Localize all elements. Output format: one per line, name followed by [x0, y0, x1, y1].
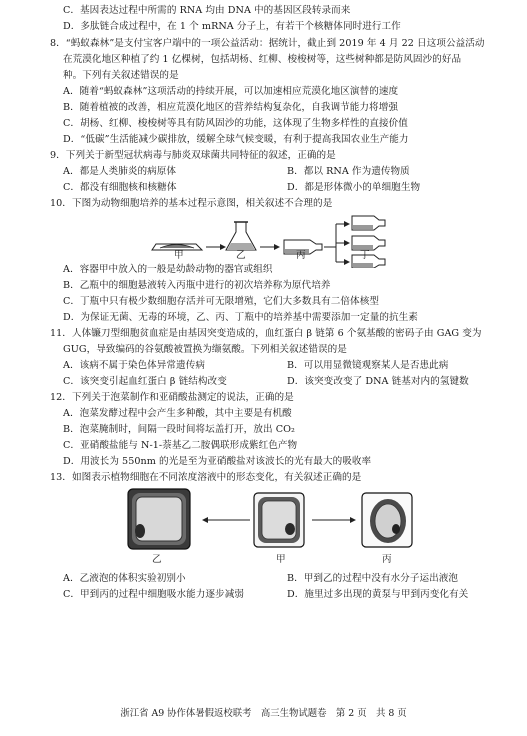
q11-option-b: B．可以用显微镜观察某人是否患此病 — [287, 360, 449, 371]
q11-option-c: C．该突变引起血红蛋白 β 链结构改变 — [63, 376, 227, 387]
q13-stem: 13．如图表示植物细胞在不同浓度溶液中的形态变化，有关叙述正确的是 — [50, 472, 362, 483]
q10-option-a: A．容器甲中放入的一般是幼龄动物的器官或组织 — [63, 264, 273, 275]
fig10-label-yi: 乙 — [236, 250, 246, 261]
q8-stem-line-3: 种。下列有关叙述错误的是 — [63, 70, 179, 81]
q7-option-d: D．多肽链合成过程中，在 1 个 mRNA 分子上，有若干个核糖体同时进行工作 — [63, 21, 401, 32]
plant-cell-diagram — [126, 487, 416, 553]
q9-option-d: D．都是形体微小的单细胞生物 — [287, 182, 421, 193]
q12-option-d: D．用波长为 550nm 的光是至为亚硝酸盐对该波长的光有最大的吸收率 — [63, 456, 372, 467]
flask-yi — [226, 222, 256, 250]
fig10-label-ding: 丁 — [360, 250, 370, 261]
q10-option-b: B．乙瓶中的细胞悬液转入丙瓶中进行的初次培养称为原代培养 — [63, 280, 331, 291]
cell-bing — [362, 493, 412, 547]
q13-option-b: B．甲到乙的过程中没有水分子运出液泡 — [287, 573, 459, 584]
q13-option-c: C．甲到丙的过程中细胞吸水能力逐步减弱 — [63, 589, 244, 600]
q12-option-a: A．泡菜发酵过程中会产生多种酸，其中主要是有机酸 — [63, 408, 292, 419]
q10-stem: 10．下图为动物细胞培养的基本过程示意图，相关叙述不合理的是 — [50, 198, 333, 209]
q8-option-b: B．随着植被的改善，相应荒漠化地区的营养结构复杂化，自我调节能力将增强 — [63, 102, 398, 113]
q9-option-a: A．都是人类肺炎的病原体 — [63, 166, 177, 177]
q9-option-c: C．都没有细胞核和核糖体 — [63, 182, 177, 193]
q8-option-d: D．“低碳”生活能减少碳排放，缓解全球气候变暖，有利于提高我国农业生产能力 — [63, 134, 409, 145]
q8-option-a: A．随着“蚂蚁森林”这项活动的持续开展，可以加速相应荒漠化地区演替的速度 — [63, 86, 399, 97]
fig10-label-bing: 丙 — [296, 250, 306, 261]
q9-stem: 9．下列关于新型冠状病毒与肺炎双球菌共同特征的叙述，正确的是 — [50, 150, 336, 161]
q7-option-c: C．基因表达过程中所需的 RNA 均由 DNA 中的基因区段转录而来 — [63, 5, 351, 16]
q13-option-a: A．乙液泡的体积实验初别小 — [63, 573, 186, 584]
cell-culture-diagram — [150, 210, 390, 268]
fig13-label-jia: 甲 — [276, 554, 286, 565]
q8-stem-line-1: 8．“蚂蚁森林”是支付宝客户端中的一项公益活动：据统计，截止到 2019 年 4 月 22 日这项公益活动 — [50, 38, 485, 49]
q11-option-d: D．该突变改变了 DNA 链基对内的氢键数 — [287, 376, 469, 387]
cell-yi — [128, 489, 190, 549]
q8-option-c: C．胡杨、红柳、梭梭树等具有防风固沙的功能，这体现了生物多样性的直接价值 — [63, 118, 408, 129]
q9-option-b: B．都以 RNA 作为遗传物质 — [287, 166, 410, 177]
q10-option-d: D．为保证无菌、无毒的环境，乙、丙、丁瓶中的培养基中需要添加一定量的抗生素 — [63, 312, 418, 323]
page-footer: 浙江省 A9 协作体暑假返校联考 高三生物试题卷 第 2 页 共 8 页 — [120, 708, 407, 719]
fig10-label-jia: 甲 — [174, 250, 184, 261]
q13-option-d: D．施里过多出现的黄泵与甲到丙变化有关 — [287, 589, 469, 600]
q12-option-c: C．亚硝酸盐能与 N-1-萘基乙二胺偶联形成紫红色产物 — [63, 440, 298, 451]
q11-option-a: A．该病不属于染色体异常遗传病 — [63, 360, 205, 371]
cell-jia — [254, 493, 304, 547]
q11-stem-line-2: GUG，导致编码的谷氨酸被置换为缬氨酸。下列相关叙述错误的是 — [63, 344, 347, 355]
fig13-label-bing: 丙 — [382, 554, 392, 565]
q12-option-b: B．泡菜腌制时，间隔一段时间将坛盖打开，放出 CO₂ — [63, 424, 295, 435]
q12-stem: 12．下列关于泡菜制作和亚硝酸盐测定的说法，正确的是 — [50, 392, 294, 403]
q8-stem-line-2: 在荒漠化地区种植了约 1 亿棵树，包括胡杨、红柳、梭梭树等，这些树种都是防风固沙的好品 — [63, 54, 462, 65]
q11-stem-line-1: 11．人体镰刀型细胞贫血症是由基因突变造成的，血红蛋白 β 链第 6 个氨基酸的密码子由 GAG 变为 — [50, 328, 482, 339]
q10-option-c: C．丁瓶中只有极少数细胞存活并可无限增殖，它们大多数具有二倍体核型 — [63, 296, 379, 307]
fig13-label-yi: 乙 — [152, 554, 162, 565]
